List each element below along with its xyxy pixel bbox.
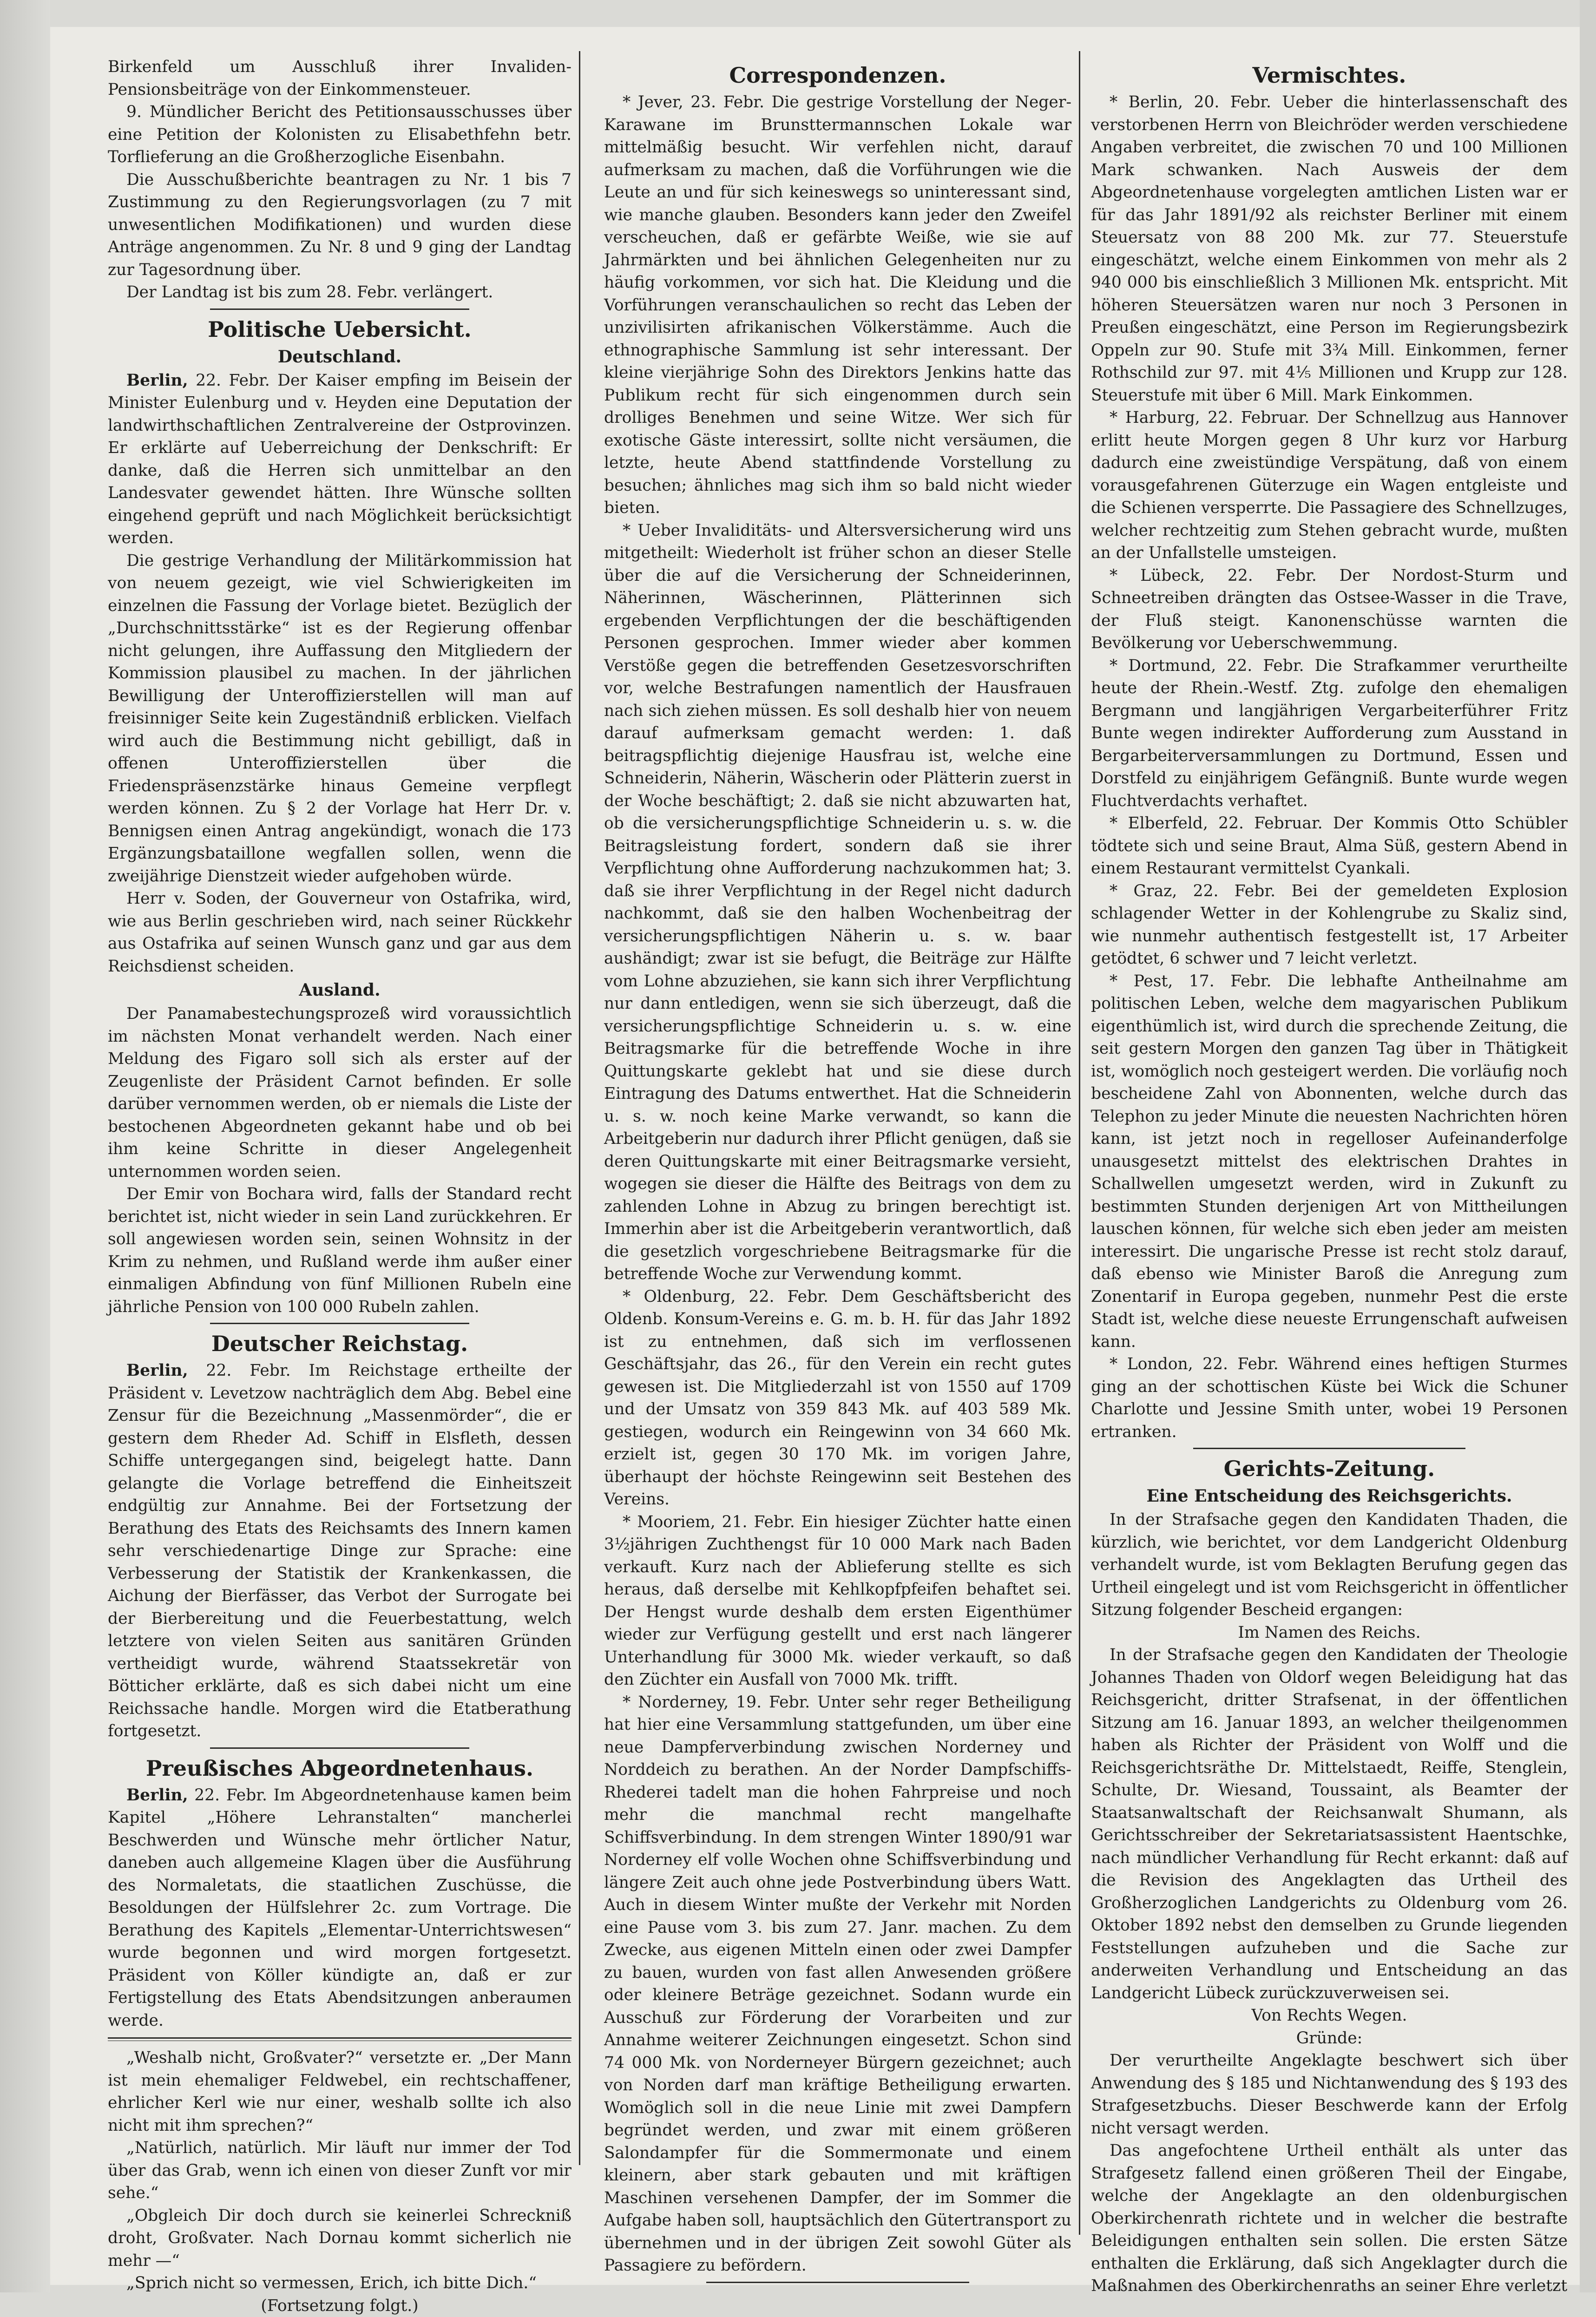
separator (210, 1747, 469, 1749)
feuilleton-text: „Sprich nicht so vermessen, Erich, ich bitte Dich.“ (108, 2272, 571, 2295)
feuilleton-text: „Obgleich Dir doch durch sie keinerlei Schreckniß droht, Großvater. Nach Dornau kommt sicherlich nie mehr —“ (108, 2205, 571, 2272)
column-right (1091, 56, 1568, 2258)
column-rule (1079, 51, 1080, 2235)
verdict-closing: Von Rechts Wegen. (1091, 2004, 1568, 2027)
article-text: * Norderney, 19. Febr. Unter sehr reger Betheiligung hat hier eine Versammlung stattgefunden, um über eine neue Dampferverbindung zwischen Norderney und Norddeich zu berathen. An der Norder Dampfschiffs-Rhederei tadelt man die hohen Fahrpreise und noch mehr die manchmal recht mangelhafte Schiffsverbindung. In dem strengen Winter 1890/91 war Norderney elf volle Wochen ohne Schiffsverbindung und längere Zeit auch ohne jede Postverbindung übers Watt. Auch in diesem Winter mußte der Verkehr mit Norden eine Pause vom 3. bis zum 27. Janr. machen. Zu dem Zwecke, aus eigenen Mitteln einen oder zwei Dampfer zu bauen, wurden von fast allen Anwesenden größere oder kleinere Beträge gezeichnet. Sodann wurde ein Ausschuß zur Förderung der Vorarbeiten und zur Annahme weiterer Zeichnungen eingesetzt. Schon sind 74 000 Mk. von Norderneyer Bürgern gezeichnet; auch von Norden darf man kräftige Betheiligung erwarten. Womöglich soll in die neue Linie mit zwei Dampfern begründet werden, und zwar mit einem größeren Salondampfer für die Sommermonate und einem kleinern, aber stark gebauten und mit kräftigen Maschinen versehenen Dampfer, der im Sommer die Aufgabe haben soll, hauptsächlich den Gütertransport zu übernehmen und in der übrigen Zeit sowohl Güter als Passagiere zu befördern. (604, 1691, 1071, 2277)
feuilleton-text: „Weshalb nicht, Großvater?“ versetzte er. „Der Mann ist mein ehemaliger Feldwebel, ein rechtschaffener, ehrlicher Kerl wie nur einer, weshalb sollte ich also nicht mit ihm sprechen?“ (108, 2047, 571, 2137)
article-text: * Dortmund, 22. Febr. Die Strafkammer verurtheilte heute der Rhein.-Westf. Ztg. zufolge den ehemaligen Bergmann und langjährigen Vergarbeiterführer Fritz Bunte wegen indirekter Aufforderung zum Ausstand in Bergarbeiterversammlungen zu Dortmund, Essen und Dorstfeld zu einjährigem Gefängniß. Bunte wurde wegen Fluchtverdachts verhaftet. (1091, 655, 1568, 813)
section-heading: Politische Uebersicht. (108, 315, 571, 343)
section-heading: Gerichts-Zeitung. (1091, 1455, 1568, 1483)
dateline: Berlin, (126, 371, 188, 390)
article-text: Herr v. Soden, der Gouverneur von Ostafrika, wird, wie aus Berlin geschrieben wird, nach seiner Rückkehr aus Ostafrika auf seinen Wunsch ganz und gar aus dem Reichsdienst scheiden. (108, 887, 571, 978)
article-text: * Graz, 22. Febr. Bei der gemeldeten Explosion schlagender Wetter in der Kohlengrube zu Skaliz sind, wie nunmehr authentisch festgestellt ist, 17 Arbeiter getödtet, 6 schwer und 7 leicht verletzt. (1091, 880, 1568, 970)
article-text: * Oldenburg, 22. Febr. Dem Geschäftsbericht des Oldenb. Konsum-Vereins e. G. m. b. H. für das Jahr 1892 ist zu entnehmen, daß sich im verflossenen Geschäftsjahr, das 26., für den Verein ein recht gutes gewesen ist. Die Mitgliederzahl ist von 1550 auf 1709 und der Umsatz von 359 843 Mk. auf 403 589 Mk. gestiegen, wodurch ein Reingewinn von 34 660 Mk. erzielt ist, gegen 30 170 Mk. im vorigen Jahre, überhaupt der höchste Reingewinn seit Bestehen des Vereins. (604, 1286, 1071, 1511)
article-text: * Berlin, 20. Febr. Ueber die hinterlassenschaft des verstorbenen Herrn von Bleichröder werden verschiedene Angaben verbreitet, die zwischen 70 und 100 Millionen Mark schwanken. Nach Ausweis der dem Abgeordnetenhause vorgelegten amtlichen Listen war er für das Jahr 1891/92 als reichster Berliner mit einem Steuersatz von 88 200 Mk. zur 77. Steuerstufe eingeschätzt, welche einem Einkommen von mehr als 2 940 000 bis einschließlich 3 Millionen Mk. entspricht. Mit höheren Steuersätzen waren nur noch 3 Personen in Preußen eingeschätzt, eine Person im Regierungsbezirk Oppeln zur 90. Stufe mit 3¾ Mill. Einkommen, ferner Rothschild zur 97. mit 4⅕ Millionen und Krupp zur 128. Steuerstufe mit über 6 Mill. Mark Einkommen. (1091, 91, 1568, 407)
article-text: * Elberfeld, 22. Februar. Der Kommis Otto Schübler tödtete sich und seine Braut, Alma Süß, gestern Abend in einem Restaurant vermittelst Cyankali. (1091, 812, 1568, 880)
separator (210, 308, 469, 310)
feuilleton-separator (108, 2037, 571, 2041)
reasons-heading: Gründe: (1091, 2027, 1568, 2050)
column-rule (579, 51, 580, 2165)
column-middle (604, 56, 1071, 2258)
article-text: Der Landtag ist bis zum 28. Febr. verlängert. (108, 281, 571, 304)
verdict-heading: Im Namen des Reichs. (1091, 1621, 1568, 1644)
article-text: * Jever, 23. Febr. Die gestrige Vorstellung der Neger-Karawane im Brunsttermannschen Lokale war mittelmäßig besucht. Wir verfehlen nicht, darauf aufmerksam zu machen, daß die Vorführungen wie die Leute an und für sich keineswegs so uninteressant sind, wie manche glauben. Besonders kann jeder den Zweifel verscheuchen, daß er gefärbte Weiße, wie sie auf Jahrmärkten und bei ähnlichen Gelegenheiten nur zu häufig vorkommen, vor sich hat. Die Kleidung und die Vorführungen veranschaulichen so recht das Leben der unzivilisirten afrikanischen Völkerstämme. Auch die ethnographische Sammlung ist sehr interessant. Der kleine vierjährige Sohn des Direktors Jenkins hatte das Publikum recht für sich eingenommen durch sein drolliges Benehmen und seine Witze. Wer sich für exotische Gäste interessirt, sollte nicht versäumen, die letzte, heute Abend stattfindende Vorstellung zu besuchen; ähnliches mag sich ihm so bald nicht wieder bieten. (604, 91, 1071, 519)
section-heading: Deutscher Reichstag. (108, 1330, 571, 1358)
article-text: Berlin, 22. Febr. Im Reichstage ertheilte der Präsident v. Levetzow nachträglich dem Abg. Bebel eine Zensur für die Bezeichnung „Massenmörder“, die er gestern dem Rheder Ad. Schiff in Elsfleth, dessen Schiffe untergegangen sind, beigelegt hatte. Dann gelangte die Vorlage betreffend die Einheitszeit endgültig zur Annahme. Bei der Fortsetzung der Berathung des Etats des Reichsamts des Innern kamen sehr verschiedenartige Dinge zur Sprache: eine Verbesserung der Statistik der Krankenkassen, die Aichung der Bierfässer, das Verbot der Surrogate bei der Bierbereitung und die Feuerbestattung, welch letztere von vielen Seiten aus sanitären Gründen vertheidigt wurde, während Staatssekretär von Bötticher erklärte, daß es sich dabei nicht um eine Reichssache handle. Morgen wird die Etatberathung fortgesetzt. (108, 1359, 571, 1743)
article-text: Der verurtheilte Angeklagte beschwert sich über Anwendung des § 185 und Nichtanwendung des § 193 des Strafgesetzbuchs. Dieser Beschwerde kann der Erfolg nicht versagt werden. (1091, 2049, 1568, 2140)
section-heading: Correspondenzen. (604, 61, 1071, 89)
article-text: 9. Mündlicher Bericht des Petitionsausschusses über eine Petition der Kolonisten zu Elisabethfehn betr. Torflieferung an die Großherzogliche Eisenbahn. (108, 101, 571, 169)
separator (706, 2282, 969, 2283)
article-text: Berlin, 22. Febr. Im Abgeordnetenhause kamen beim Kapitel „Höhere Lehranstalten“ mancherlei Beschwerden und Wünsche mehr örtlicher Natur, daneben auch allgemeine Klagen über die Ausführung des Normaletats, die staatlichen Zuschüsse, die Besoldungen der Hülfslehrer 2c. zum Vortrage. Die Berathung des Kapitels „Elementar-Unterrichtswesen“ wurde begonnen und wird morgen fortgesetzt. Präsident von Köller kündigte an, daß er zur Fertigstellung des Etats Abendsitzungen anberaumen werde. (108, 1784, 571, 2032)
article-text: Berlin, 22. Febr. Der Kaiser empfing im Beisein der Minister Eulenburg und v. Heyden eine Deputation der landwirthschaftlichen Zentralvereine der Ostprovinzen. Er erklärte auf Ueberreichung der Denkschrift: Er danke, daß die Herren sich unmittelbar an den Landesvater gewendet hätten. Ihre Wünsche sollten eingehend geprüft und nach Möglichkeit berücksichtigt werden. (108, 369, 571, 550)
separator (210, 1323, 469, 1324)
continuation-note: (Fortsetzung folgt.) (108, 2295, 571, 2317)
subsection-heading: Ausland. (108, 978, 571, 1002)
article-text: Der Panamabestechungsprozeß wird voraussichtlich im nächsten Monat verhandelt werden. Nach einer Meldung des Figaro soll sich als erster auf der Zeugenliste der Präsident Carnot befinden. Er solle darüber vernommen werden, ob er niemals die Liste der bestochenen Abgeordneten gekannt habe und ob bei ihm keine Schritte in dieser Angelegenheit unternommen worden seien. (108, 1003, 571, 1183)
article-text: Die Ausschußberichte beantragen zu Nr. 1 bis 7 Zustimmung zu den Regierungsvorlagen (zu 7 mit unwesentlichen Modifikationen) und wurden diese Anträge angenommen. Zu Nr. 8 und 9 ging der Landtag zur Tagesordnung über. (108, 169, 571, 282)
separator (1193, 1448, 1465, 1449)
section-heading: Preußisches Abgeordnetenhaus. (108, 1754, 571, 1782)
article-text: * Mooriem, 21. Febr. Ein hiesiger Züchter hatte einen 3½jährigen Zuchthengst für 10 000 Mark nach Baden verkauft. Kurz nach der Ablieferung stellte es sich heraus, daß derselbe mit Kehlkopfpfeifen behaftet sei. Der Hengst wurde deshalb dem ersten Eigenthümer wieder zur Verfügung gestellt und erst nach längerer Unterhandlung für 3000 Mk. wieder verkauft, so daß den Züchter ein Ausfall von 7000 Mk. trifft. (604, 1511, 1071, 1691)
article-text: In der Strafsache gegen den Kandidaten Thaden, die kürzlich, wie berichtet, vor dem Landgericht Oldenburg verhandelt wurde, ist vom Beklagten Berufung gegen das Urtheil eingelegt und ist vom Reichsgericht in öffentlicher Sitzung folgender Bescheid ergangen: (1091, 1509, 1568, 1621)
article-text: Die gestrige Verhandlung der Militärkommission hat von neuem gezeigt, wie viel Schwierigkeiten im einzelnen die Fassung der Vorlage bietet. Bezüglich der „Durchschnittsstärke“ ist es der Regierung offenbar nicht gelungen, ihre Auffassung den Mitgliedern der Kommission plausibel zu machen. In der jährlichen Bewilligung der Unteroffizierstellen will man auf freisinniger Seite kein Zugeständniß erblicken. Vielfach wird auch die Bestimmung nicht gebilligt, daß in offenen Unteroffizierstellen über die Friedenspräsenzstärke hinaus Gemeine verpflegt werden können. Zu § 2 der Vorlage hat Herr Dr. v. Bennigsen einen Antrag angekündigt, wonach die 173 Ergänzungsbataillone wegfallen sollen, wenn die zweijährige Dienstzeit wieder aufgehoben würde. (108, 550, 571, 888)
article-text: * Pest, 17. Febr. Die lebhafte Antheilnahme am politischen Leben, welche dem magyarischen Publikum eigenthümlich ist, wird durch die sprechende Zeitung, die seit gestern Morgen den ganzen Tag über in Thätigkeit ist, womöglich noch gesteigert werden. Die vorläufig noch bescheidene Zahl von Abonnenten, welche durch das Telephon zu jeder Minute die neuesten Nachrichten hören kann, ist jetzt noch in regelloser Aufeinanderfolge unausgesetzt mittelst des elektrischen Drahtes in Schallwellen umgesetzt werden, wird in Zukunft zu bestimmten Stunden derjenigen Art von Mittheilungen lauschen können, für welche sich eben jeder am meisten interessirt. Die ungarische Presse ist recht stolz darauf, daß ebenso wie Minister Baroß die Anregung zum Zonentarif in Europa gegeben, nunmehr Pest die erste Stadt ist, welche diese neueste Errungenschaft aufweisen kann. (1091, 970, 1568, 1353)
article-text: Der Emir von Bochara wird, falls der Standard recht berichtet ist, nicht wieder in sein Land zurückkehren. Er soll angewiesen worden sein, seinen Wohnsitz in der Krim zu nehmen, und Rußland werde ihm außer einer einmaligen Abfindung von fünf Millionen Rubeln eine jährliche Pension von 100 000 Rubeln zahlen. (108, 1183, 571, 1318)
article-text: Birkenfeld um Ausschluß ihrer Invaliden-Pensionsbeiträge von der Einkommensteuer. (108, 56, 571, 101)
article-text: * Harburg, 22. Februar. Der Schnellzug aus Hannover erlitt heute Morgen gegen 8 Uhr kurz vor Harburg dadurch eine zweistündige Verspätung, daß von einem vorausgefahrenen Güterzuge ein Wagen entgleiste und die Schienen versperrte. Die Passagiere des Schnellzuges, welcher rechtzeitig zum Stehen gebracht wurde, mußten an der Unfallstelle umsteigen. (1091, 407, 1568, 564)
article-text: * Ueber Invaliditäts- und Altersversicherung wird uns mitgetheilt: Wiederholt ist früher schon an dieser Stelle über die auf die Versicherung der Schneiderinnen, Näherinnen, Wäscherinnen, Plätterinnen sich ergebenden Verpflichtungen der die beschäftigenden Personen gesprochen. Immer wieder aber kommen Verstöße gegen die betreffenden Gesetzesvorschriften vor, welche Bestrafungen namentlich der Hausfrauen nach sich ziehen müssen. Es soll deshalb hier von neuem darauf aufmerksam gemacht werden: 1. daß beitragspflichtig diejenige Hausfrau ist, welche eine Schneiderin, Näherin, Wäscherin oder Plätterin zuerst in der Woche beschäftigt; 2. daß sie nicht abzuwarten hat, ob die versicherungspflichtige Schneiderin u. s. w. die Beitragsleistung fordert, sondern daß sie ihrer Verpflichtung ohne Aufforderung nachzukommen hat; 3. daß sie ihrer Verpflichtung in der Regel nicht dadurch nachkommt, daß sie den halben Wochenbeitrag der versicherungspflichtigen Näherin u. s. w. baar aushändigt; zwar ist sie befugt, die Beiträge zur Hälfte vom Lohne abzuziehen, sie kann sich ihrer Verpflichtung nur dann entledigen, wenn sie sich überzeugt, daß die versicherungspflichtige Schneiderin u. s. w. eine Beitragsmarke für die betreffende Woche in ihre Quittungskarte geklebt hat und sie diese durch Eintragung des Datums entwerthet. Hat die Schneiderin u. s. w. noch keine Marke verwandt, so kann die Arbeitgeberin nur dadurch ihrer Pflicht genügen, daß sie deren Quittungskarte mit einer Beitragsmarke versieht, wogegen sie dieser die Hälfte des Beitrags von dem zu zahlenden Lohne in Abzug zu bringen berechtigt ist. Immerhin aber ist die Arbeitgeberin verantwortlich, daß die gesetzlich vorgeschriebene Beitragsmarke für die betreffende Woche zur Verwendung kommt. (604, 519, 1071, 1286)
subsection-heading: Eine Entscheidung des Reichsgerichts. (1091, 1484, 1568, 1508)
column-left (108, 56, 571, 2258)
page-edge (1580, 0, 1596, 2292)
feuilleton-text: „Natürlich, natürlich. Mir läuft nur immer der Tod über das Grab, wenn ich einen von dieser Zunft vor mir sehe.“ (108, 2137, 571, 2205)
dateline: Berlin, (126, 1786, 188, 1805)
dateline: Berlin, (126, 1361, 188, 1380)
article-text: Das angefochtene Urtheil enthält als unter das Strafgesetz fallend einen größeren Theil der Eingabe, welche der Angeklagte an den oldenburgischen Oberkirchenrath richtete und in welcher die bestrafte Beleidigungen enthalten sein sollen. Die ersten Sätze enthalten die Erklärung, daß sich Angeklagter durch die Maßnahmen des Oberkirchenraths an seiner Ehre verletzt (1091, 2140, 1568, 2297)
article-text: * Lübeck, 22. Febr. Der Nordost-Sturm und Schneetreiben drängten das Ostsee-Wasser in die Trave, der Fluß steigt. Kanonenschüsse warnten die Bevölkerung vor Ueberschwemmung. (1091, 564, 1568, 655)
article-text: * London, 22. Febr. Während eines heftigen Sturmes ging an der schottischen Küste bei Wick die Schuner Charlotte und Jessine Smith unter, wobei 19 Personen ertranken. (1091, 1353, 1568, 1443)
page-gutter (0, 0, 50, 2292)
subsection-heading: Deutschland. (108, 345, 571, 368)
section-heading: Vermischtes. (1091, 61, 1568, 89)
article-text: In der Strafsache gegen den Kandidaten der Theologie Johannes Thaden von Oldorf wegen Beleidigung hat das Reichsgericht, dritter Strafsenat, in der öffentlichen Sitzung am 16. Januar 1893, an welcher theilgenommen haben als Richter der Präsident von Wolff und die Reichsgerichtsräthe Dr. Mittelstaedt, Reiffe, Stenglein, Schulte, Dr. Wiesand, Toussaint, als Beamter der Staatsanwaltschaft der Reichsanwalt Shumann, als Gerichtsschreiber der Sekretariatsassistent Haentschke, nach mündlicher Verhandlung für Recht erkannt: daß auf die Revision des Angeklagten das Urtheil des Großherzoglichen Landgerichts zu Oldenburg vom 26. Oktober 1892 nebst den demselben zu Grunde liegenden Feststellungen aufzuheben und die Sache zur anderweiten Verhandlung und Entscheidung an das Landgericht Lübeck zurückzuverweisen sei. (1091, 1644, 1568, 2004)
